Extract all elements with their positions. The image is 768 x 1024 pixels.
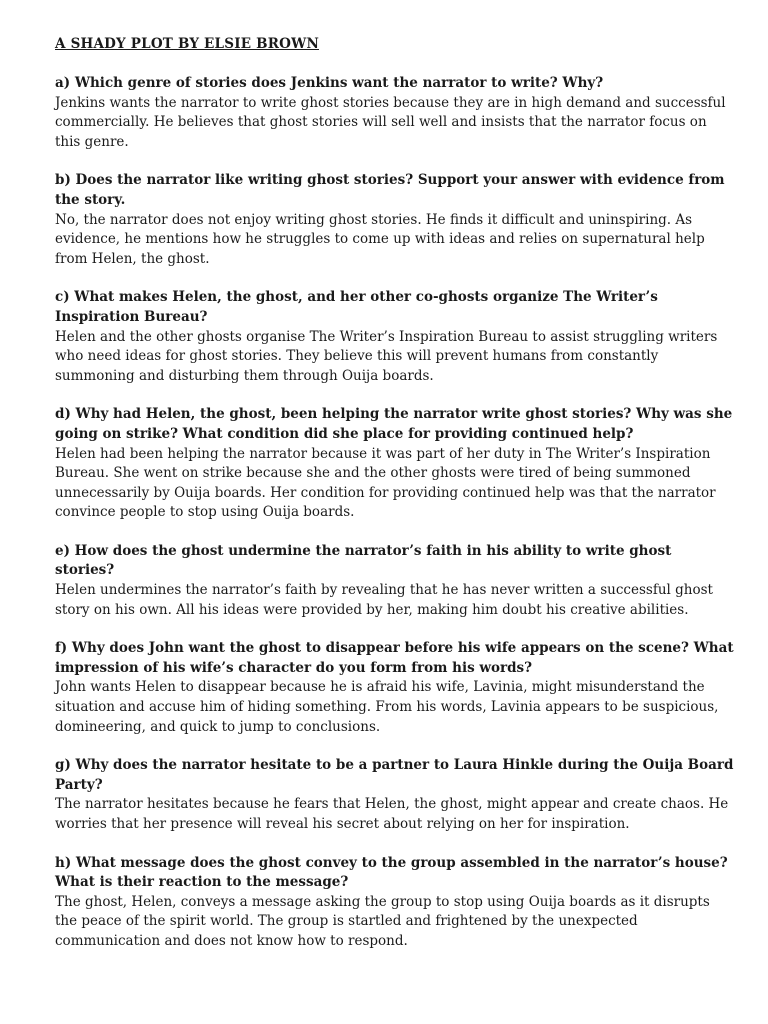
answer-e: Helen undermines the narrator’s faith by revealing that he has never written a successful ghost story on his own. All his ideas were provided by her, making him doubt his creative abilities. [55,582,713,618]
qa-item-b [55,171,735,269]
answer-c: Helen and the other ghosts organise The Writer’s Inspiration Bureau to assist struggling writers who need ideas for ghost stories. They believe this will prevent humans from constantly summoning and disturbing them through Ouija boards. [55,328,718,384]
qa-item-c [55,288,735,386]
answer-h: The ghost, Helen, conveys a message asking the group to stop using Ouija boards as it disrupts the peace of the spirit world. The group is startled and frightened by the unexpected communication and does not know how to respond. [55,893,710,949]
qa-item-h [55,854,735,952]
qa-item-e [55,542,735,620]
question-b: b) Does the narrator like writing ghost stories? Support your answer with evidence from the story. [55,172,725,208]
qa-item-a [55,74,735,152]
qa-item-g [55,756,735,834]
document-page [55,34,735,971]
question-g: g) Why does the narrator hesitate to be a partner to Laura Hinkle during the Ouija Board Party? [55,757,734,793]
question-a: a) Which genre of stories does Jenkins want the narrator to write? Why? [55,75,604,91]
answer-f: John wants Helen to disappear because he is afraid his wife, Lavinia, might misunderstand the situation and accuse him of hiding something. From his words, Lavinia appears to be suspicious, domineering, and quick to jump to conclusions. [55,679,719,735]
question-d: d) Why had Helen, the ghost, been helping the narrator write ghost stories? Why was she going on strike? What condition did she place for providing continued help? [55,406,733,442]
qa-item-f [55,639,735,737]
document-title: A SHADY PLOT BY ELSIE BROWN [55,36,319,52]
question-h: h) What message does the ghost convey to the group assembled in the narrator’s house? What is their reaction to the message? [55,854,728,891]
qa-item-d [55,405,735,523]
answer-b: No, the narrator does not enjoy writing ghost stories. He finds it difficult and uninspiring. As evidence, he mentions how he struggles to come up with ideas and relies on supernatural help from Helen, the ghost. [55,211,705,267]
answer-d: Helen had been helping the narrator because it was part of her duty in The Writer’s Inspiration Bureau. She went on strike because she and the other ghosts were tired of being summoned unnecessarily by Ouija boards. Her condition for providing continued help was that the narrator convince people to stop using Ouija boards. [55,445,716,521]
question-c: c) What makes Helen, the ghost, and her other co-ghosts organize The Writer’s Inspiration Bureau? [55,289,658,325]
question-f: f) Why does John want the ghost to disappear before his wife appears on the scene? What impression of his wife’s character do you form from his words? [55,640,734,676]
answer-a: Jenkins wants the narrator to write ghost stories because they are in high demand and successful commercially. He believes that ghost stories will sell well and insists that the narrator focus on this genre. [55,94,726,150]
answer-g: The narrator hesitates because he fears that Helen, the ghost, might appear and create chaos. He worries that her presence will reveal his secret about relying on her for inspiration. [55,796,729,832]
question-e: e) How does the ghost undermine the narrator’s faith in his ability to write ghost stories? [55,542,672,579]
